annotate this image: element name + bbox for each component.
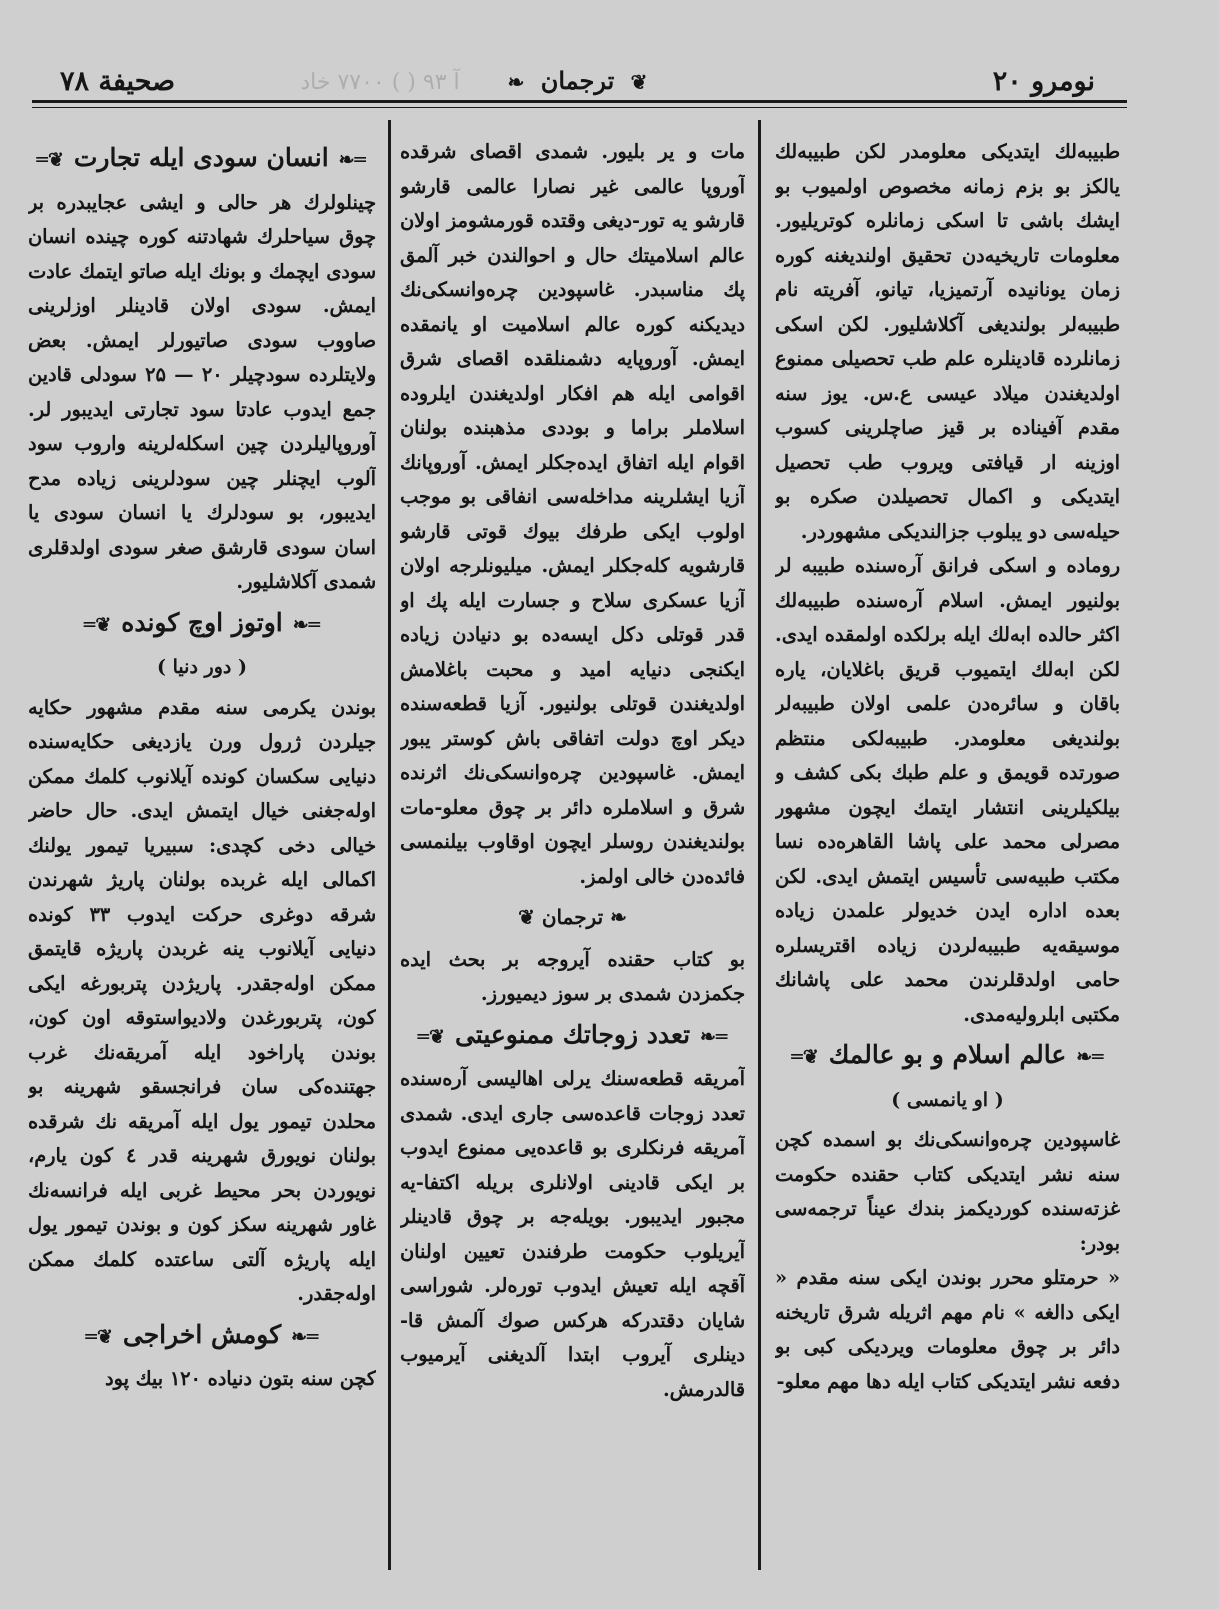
article-paragraph: بو كتاب حقنده آيروجه بر بحث ايده جكمزدن شمدى بر سوز ديميورز. (400, 947, 745, 1005)
ornament-icon: ═❧ (700, 1025, 728, 1048)
ornament-icon: ❦ (518, 905, 542, 929)
page-header (30, 66, 1125, 102)
article-subheading: ( او يانمسى ) (891, 1088, 1004, 1111)
left-column (28, 135, 376, 1595)
signature: ❧ ترجمان ❦ (518, 905, 627, 929)
paper-name: ترجمان (540, 66, 615, 95)
article-heading: ═❧تعدد زوجاتك ممنوعيتى❦═ (417, 1019, 728, 1049)
ornament-icon: ═❧ (291, 1325, 319, 1348)
issue-number: نومرو ۲۰ (992, 66, 1095, 97)
ornament-left-icon: ❦ (630, 70, 648, 94)
article-paragraph: « حرمتلو محرر بوندن ايكى سنه مقدم « ايكى دالغه » نام مهم اثريله شرق تاريخنه دائر بر چوق معلومات ويرديكى كبى بو دفعه نشر ايتديكى كتاب ايله دها مهم معلو- (775, 1266, 1120, 1393)
header-rule (32, 100, 1127, 103)
article-paragraph: رومادە و اسكى فرانق آره‌سنده طبيبه لر بولنيور ايمش. اسلام آره‌سنده طبيبه‌لك اكثر حالده ابه‌لك ايله برلكده اولمقده ايدى. لكن ابه‌لك ايتميوب قريق باغلايان، ياره باقان و سائره‌دن علمى اولان طبيبه‌لر بولنديغى معلومدر. طبيبه‌لكى منتظم صورتده قويمق و علم طبك بكى كشف و بيلكيلرينى انتشار ايتمك ايچون مشهور مصرلى محمد على پاشا القاهره‌ده نسا مكتب طبيه‌سى تأسيس ايتمش ايدى. لكن بعده اداره ايدن خديولر علمدن زياده موسيقه‌يه طبيبه‌لردن زياده اقتريسلره حامى اولدقلرندن محمد على پاشانك مكتبى ابلروليه‌مدى. (775, 554, 1120, 1026)
ornament-icon: ❦═ (417, 1025, 445, 1048)
article-paragraph: بوندن يكرمى سنه مقدم مشهور حكايه جيلردن ژرول ورن يازديغى حكايه‌سنده دنيايى سكسان كونده آيلانوب كلمك ممكن اوله‌جغنى خيال ايتمش ايدى. حال حاضر خيالى دخى كچدى: سبيريا تيمور يولنك اكمالى ايله غربده بولنان پاريژ شهرندن شرقه دوغرى حركت ايدوب ۳۳ كونده دنيايى آيلانوب ينه غربدن پاريژه قايتمق ممكن اوله‌جقدر. پاريژدن پتربورغه ايكى كون، پتربورغدن ولاديواستوقه اون كون، بوندن پاراخود ايله آمريقه‌نك غرب جهتنده‌كى سان فرانجسقو شهرينه بو محلدن تيمور يول ايله آمريقه نك شرقده بولنان نويورق شهرينه قدر ٤ كون يارم، نويوردن بحر محيط غربى ايله فرانسه‌نك غاور شهرينه سكز كون و بوندن تيمور يول ايله پاريژه آلتى ساعتده كلمك ممكن اوله‌جقدر. (28, 695, 376, 1305)
ornament-icon: ═❧ (292, 613, 321, 636)
article-paragraph: مات و ير بليور. شمدى اقصاى شرقده آوروپا عالمى غير نصارا عالمى قارشو قارشو يه تور-ديغى وقتده قورمشومز اولان عالم اسلاميتك حال و احوالندن خبر آلمق پك مناسبدر. غاسپودين چرەوانسكى‌نك ديديكنه كوره عالم اسلاميت او يانمقده ايمش. آوروپايه دشمنلقده اقصاى شرق اقوامى ايله هم افكار اولديغندن ايلروده اسلاملر براما و بوددى مذهبنده بولنان اقوام ايله اتفاق ايده‌جكلر ايمش. آوروپانك آزيا ايشلرينه مداخله‌سى انفاقى بو موجب اولوب ايكى طرفك بيوك قوتى قارشو قارشويه كله‌جكلر ايمش. ميليونلرجه اولان آزيا عسكرى سلاح و جسارت ايله پك او قدر قوتلى دكل ايسه‌ده بو دنيادن زياده ايكنجى دنيايه اميد و محبت باغلامش اولديغندن قوتلى بولنيور. آزيا قطعه‌سنده ديكر اوچ دولت اتفاقى باش كوستر يبور ايمش. غاسپودين چرەوانسكى‌نك اثرنده شرق و اسلاملره دائر بر چوق معلو-مات بولنديغندن روسلر ايچون اوقاوب بيلنمسى فائده‌دن خالى اولمز. (400, 140, 745, 888)
article-paragraph: كچن سنه بتون دنياده ۱۲۰ بيك پود (105, 1367, 376, 1390)
ornament-icon: ❦═ (791, 1046, 819, 1068)
ornament-icon: ❦═ (85, 1325, 113, 1348)
article-paragraph: آمريقه قطعه‌سنك يرلى اهاليسى آره‌سنده تعدد زوجات قاعده‌سى جارى ايدى. شمدى آمريقه فرنكلرى بو قاعده‌يى ممنوع ايدوب بر ايكى قادينى اولانلرى بريله اكتفا-يه مجبور ايديبور. بويله‌جه بر چوق قادينلر آيريلوب حكومت طرفندن تعيين اولنان آقچه ايله تعيش ايدوب تورەلر. شوراسى شايان دقتدركه هركس صوك آلمش قا-دينلرى آيروب ابتدا آلديغنى آيرميوب قالدرمش. (400, 1067, 745, 1401)
article-paragraph: چينلولرك هر حالى و ايشى عجايبدره بر چوق سياحلرك شهادتنه كوره چينده انسان سودى ايچمك و بونك ايله صاتو ايتمك عادت ايمش. سودى اولان قادينلر اوزلرينى صاووب سودى صاتيورلر ايمش. بعض ولايتلرده سودچيلر ۲۰ — ۲۵ سودلى قادين جمع ايدوب عادتا سود تجارتى ايديبور لر. آوروپاليلردن چين اسكله‌لرينه واروب سود آلوب ايچنلر چين سودلرينى زياده مدح ايديبور، بو سودلرك يا انسان سودى يا اسان سودى قارشق صغر سودى اولدقلرى شمدى آكلاشليور. (28, 190, 376, 593)
article-heading: ═❧انسان سودى ايله تجارت❦═ (36, 143, 366, 172)
ornament-icon: ❧ (603, 905, 627, 929)
right-column (775, 135, 1120, 1595)
ornament-icon: ❦═ (36, 149, 64, 171)
middle-column (400, 135, 745, 1595)
ornament-icon: ❦═ (83, 613, 112, 636)
ornament-right-icon: ❧ (507, 70, 525, 94)
column-divider-right (758, 120, 761, 1570)
article-heading: ═❧كومش اخراجى❦═ (85, 1319, 319, 1349)
article-paragraph: غاسپودين چرەوانسكى‌نك بو اسمده كچن سنه نشر ايتديكى كتاب حقنده حكومت غزته‌سنده كورديكمز بندك عيناً ترجمه‌سى بودر: (775, 1128, 1120, 1255)
article-heading: ═❧عالم اسلام و بو عالمك❦═ (791, 1040, 1104, 1069)
article-paragraph: طبيبه‌لك ايتديكى معلومدر لكن طبيبه‌لك يالكز بو بزم زمانه مخصوص اولميوب بو ايشك باشى تا اسكى زمانلره كوتريليور. معلومات تاريخيه‌دن تحقيق اولنديغنه كوره زمان يونانيده آرتميزيا، تيانو، آفريته نام طبيبه‌لر بولنديغى آكلاشليور. لكن اسكى زمانلرده قادينلره علم طب تحصيلى ممنوع اولديغندن ميلاد عيسى ع.س. يوز سنه مقدم آفيناده بر قيز صاچلرينى كسوب اوزينه ار قيافتى ويروب طب تحصيل ايتديكى و اكمال تحصيلدن صكره بو حيله‌سى دو يبلوب جزالنديكى مشهوردر. (775, 140, 1120, 543)
bleed-through-text: آ ۹۳ ( ) ٧٧٠٠ خاد (300, 70, 460, 95)
article-heading: ═❧اوتوز اوچ كونده❦═ (83, 607, 321, 637)
page-number: صحيفة ۷۸ (60, 66, 176, 97)
article-subheading: ( دور دنيا ) (157, 656, 247, 678)
ornament-icon: ═❧ (1076, 1046, 1104, 1068)
ornament-icon: ═❧ (338, 149, 366, 171)
header-rule-thin (32, 107, 1127, 108)
masthead (30, 66, 1125, 95)
column-divider-left (388, 120, 391, 1570)
